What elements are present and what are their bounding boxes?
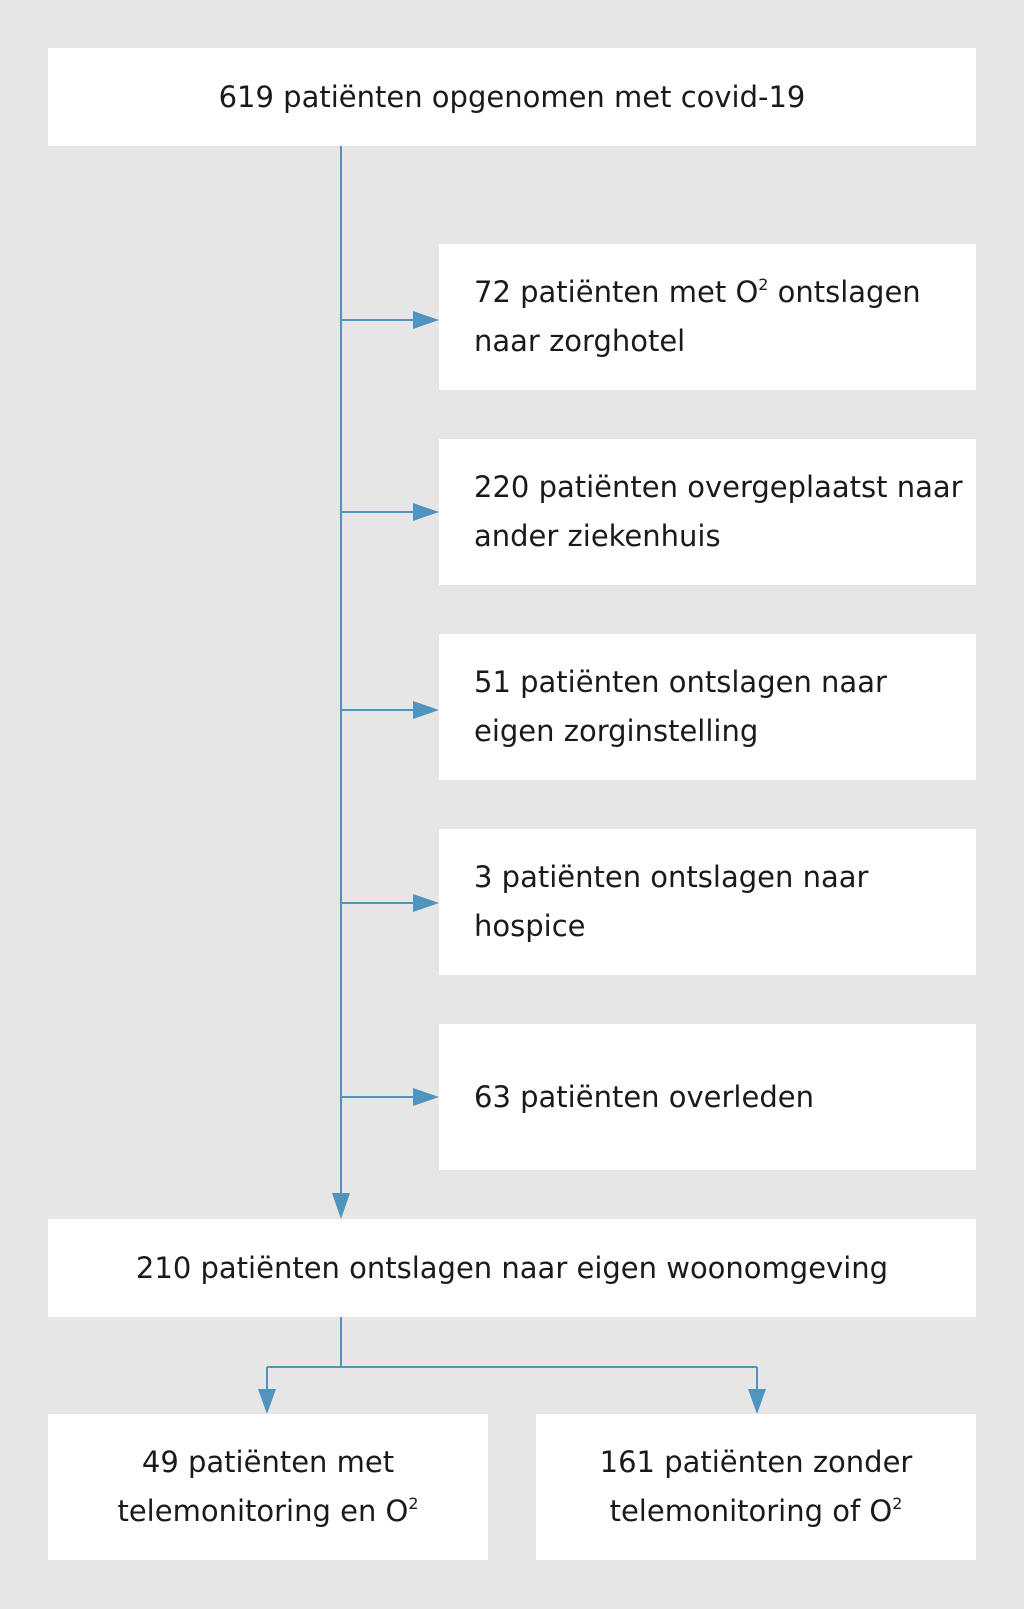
outcome-ziekenhuis-line1: 220 patiënten overgeplaatst naar [474, 470, 963, 504]
arrowhead-zorginstelling [413, 701, 439, 719]
arrowhead-home [332, 1193, 350, 1219]
telemonitoring-line1: 49 patiënten met [141, 1445, 395, 1479]
discharged-home-text: 210 patiënten ontslagen naar eigen woonomgeving [135, 1250, 889, 1285]
arrowhead-hospice [413, 894, 439, 912]
telemonitoring-o2-sup: 2 [408, 1494, 419, 1514]
outcome-zorghotel-line2: naar zorghotel [474, 324, 686, 358]
arrowhead-bottom-left [258, 1389, 276, 1414]
arrowhead-overleden [413, 1088, 439, 1106]
outcome-zorghotel-line1: 72 patiënten met O [474, 275, 759, 309]
outcome-box-hospice [439, 829, 976, 975]
outcome-hospice-line1: 3 patiënten ontslagen naar [474, 860, 869, 894]
outcome-ziekenhuis-line2: ander ziekenhuis [474, 519, 721, 553]
outcome-box-overleden [439, 1024, 976, 1170]
outcome-zorghotel-line1-rest: ontslagen [768, 275, 921, 309]
no-telemonitoring-line2: telemonitoring of O [609, 1494, 893, 1528]
admitted-patients-text: 619 patiënten opgenomen met covid-19 [218, 79, 806, 114]
outcome-zorginstelling-line2: eigen zorginstelling [474, 714, 759, 748]
arrowhead-zorghotel [413, 311, 439, 329]
arrowhead-bottom-right [748, 1389, 766, 1414]
discharged-home-box [48, 1219, 976, 1317]
telemonitoring-box [48, 1414, 488, 1560]
no-telemonitoring-line1: 161 patiënten zonder [599, 1445, 913, 1479]
outcome-box-zorghotel [439, 244, 976, 390]
outcome-zorginstelling-line1: 51 patiënten ontslagen naar [474, 665, 887, 699]
outcome-hospice-line2: hospice [474, 909, 586, 943]
outcome-overleden-line1: 63 patiënten overleden [474, 1079, 814, 1114]
no-telemonitoring-o2-sup: 2 [892, 1494, 903, 1514]
admitted-patients-box [48, 48, 976, 146]
telemonitoring-line2: telemonitoring en O [117, 1494, 409, 1528]
outcome-box-ziekenhuis [439, 439, 976, 585]
outcome-box-zorginstelling [439, 634, 976, 780]
no-telemonitoring-box [536, 1414, 976, 1560]
arrowhead-ziekenhuis [413, 503, 439, 521]
outcome-zorghotel-o2-sup: 2 [758, 275, 769, 295]
